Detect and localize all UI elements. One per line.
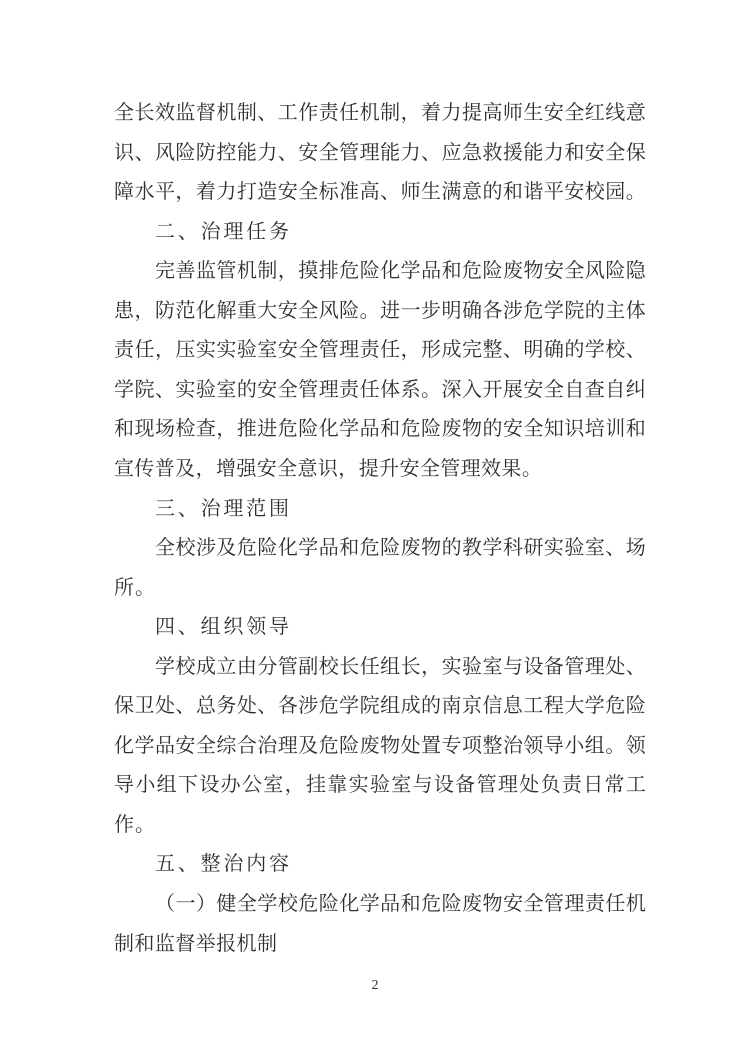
text-line: 全 长 效 监 督 机 制 、 工 作 责 任 机 制 ， 着 力 提 高 师 生 安 全 红 线 意 [114, 102, 646, 124]
text-line: 完 善 监 管 机 制 ， 摸 排 危 险 化 学 品 和 危 险 废 物 安 全 风 险 隐 [155, 260, 646, 282]
text-line: 患 ， 防 范 化 解 重 大 安 全 风 险 。 进 一 步 明 确 各 涉 危 学 院 的 主 体 [114, 300, 646, 322]
text-line: 导 小 组 下 设 办 公 室 ， 挂 靠 实 验 室 与 设 备 管 理 处 负 责 日 常 工 [114, 774, 646, 796]
text-line: 保 卫 处 、 总 务 处 、 各 涉 危 学 院 组 成 的 南 京 信 息 工 程 大 学 危 险 [114, 695, 646, 717]
subsection-heading-1-cont: 制 和 监 督 举 报 机 制 [114, 933, 277, 955]
subsection-heading-1: （ 一 ） 健 全 学 校 危 险 化 学 品 和 危 险 废 物 安 全 管 理 责 任 机 [155, 893, 646, 915]
text-line: 作 。 [114, 814, 155, 836]
section-heading-3: 三 、 治 理 范 围 [155, 498, 289, 520]
text-line: 学 院 、 实 验 室 的 安 全 管 理 责 任 体 系 。 深 入 开 展 安 全 自 查 自 纠 [114, 379, 646, 401]
text-line: 全 校 涉 及 危 险 化 学 品 和 危 险 废 物 的 教 学 科 研 实 验 室 、 场 [155, 537, 646, 559]
text-line: 学 校 成 立 由 分 管 副 校 长 任 组 长 ， 实 验 室 与 设 备 管 理 处 、 [155, 656, 646, 678]
section-heading-5: 五 、 整 治 内 容 [155, 853, 289, 875]
section-heading-4: 四 、 组 织 领 导 [155, 616, 289, 638]
section-heading-2: 二 、 治 理 任 务 [155, 221, 289, 243]
text-line: 所 。 [114, 577, 155, 599]
page-number: 2 [371, 978, 379, 993]
text-line: 障 水 平 ， 着 力 打 造 安 全 标 准 高 、 师 生 满 意 的 和 谐 平 安 校 园 。 [114, 181, 646, 203]
text-line: 识 、 风 险 防 控 能 力 、 安 全 管 理 能 力 、 应 急 救 援 能 力 和 安 全 保 [114, 142, 646, 164]
text-line: 责 任 ， 压 实 实 验 室 安 全 管 理 责 任 ， 形 成 完 整 、 明 确 的 学 校 、 [114, 339, 646, 361]
text-line: 和 现 场 检 查 ， 推 进 危 险 化 学 品 和 危 险 废 物 的 安 全 知 识 培 训 和 [114, 418, 646, 440]
text-line: 宣 传 普 及 ， 增 强 安 全 意 识 ， 提 升 安 全 管 理 效 果 。 [114, 458, 542, 480]
text-line: 化 学 品 安 全 综 合 治 理 及 危 险 废 物 处 置 专 项 整 治 领 导 小 组 。 领 [114, 735, 646, 757]
